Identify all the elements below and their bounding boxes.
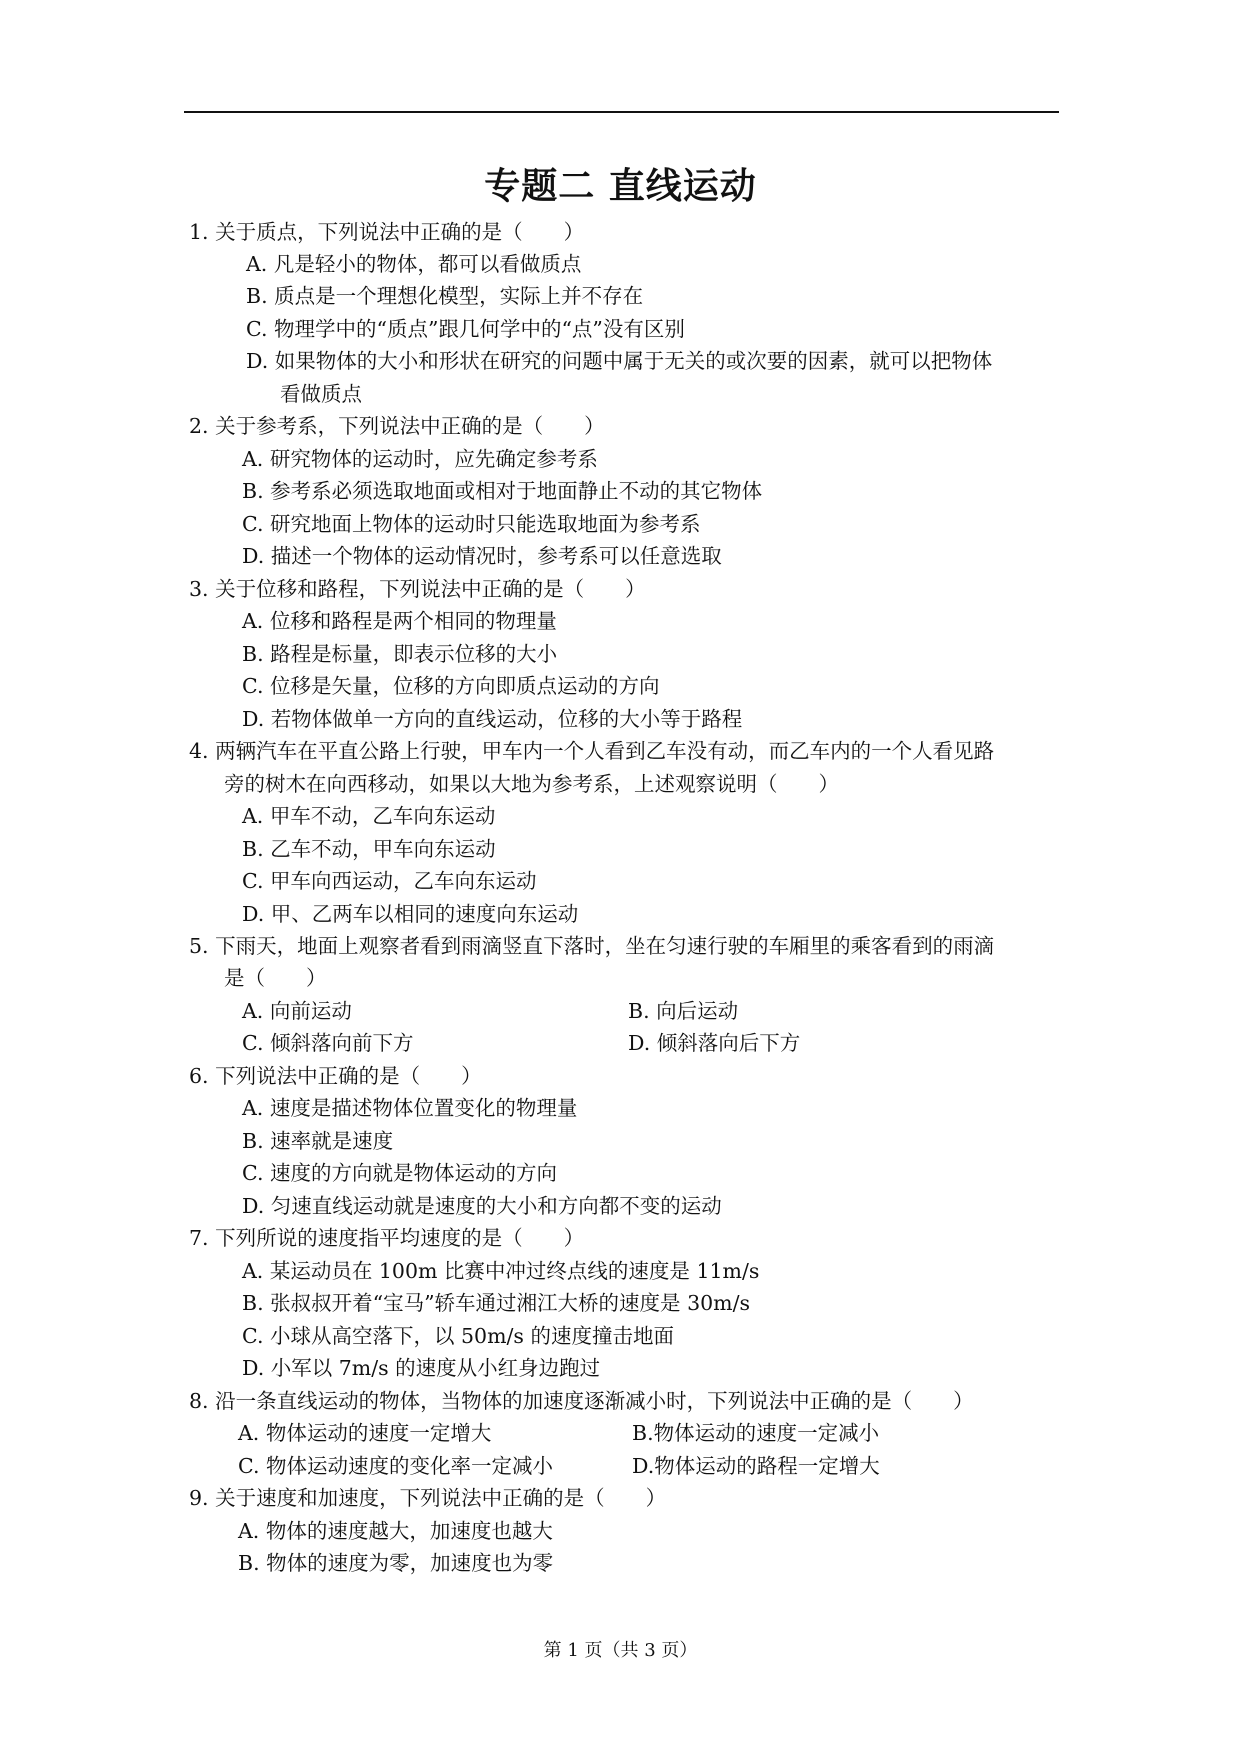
option-b: B. 速率就是速度 bbox=[242, 1129, 394, 1153]
option-b: B.物体运动的速度一定减小 bbox=[632, 1421, 880, 1445]
option-c: C. 物理学中的“质点”跟几何学中的“点”没有区别 bbox=[246, 317, 685, 341]
question-stem: 1. 关于质点，下列说法中正确的是（ ） bbox=[189, 220, 585, 244]
option-a: A. 物体运动的速度一定增大 bbox=[238, 1421, 492, 1445]
question-stem: 9. 关于速度和加速度，下列说法中正确的是（ ） bbox=[189, 1486, 667, 1510]
option-d-cont: 看做质点 bbox=[280, 382, 362, 406]
question-stem: 7. 下列所说的速度指平均速度的是（ ） bbox=[189, 1226, 585, 1250]
option-d: D. 描述一个物体的运动情况时，参考系可以任意选取 bbox=[242, 544, 722, 568]
option-a: A. 凡是轻小的物体，都可以看做质点 bbox=[246, 252, 582, 276]
question-stem: 4. 两辆汽车在平直公路上行驶，甲车内一个人看到乙车没有动，而乙车内的一个人看见路 bbox=[189, 739, 995, 763]
option-d: D. 如果物体的大小和形状在研究的问题中属于无关的或次要的因素，就可以把物体 bbox=[246, 349, 993, 373]
option-d: D. 甲、乙两车以相同的速度向东运动 bbox=[242, 902, 579, 926]
option-b: B. 物体的速度为零，加速度也为零 bbox=[238, 1551, 554, 1575]
header-rule bbox=[184, 111, 1059, 113]
question-stem: 8. 沿一条直线运动的物体，当物体的加速度逐渐减小时，下列说法中正确的是（ ） bbox=[189, 1389, 974, 1413]
option-a: A. 物体的速度越大，加速度也越大 bbox=[238, 1519, 553, 1543]
question-stem-cont: 旁的树木在向西移动，如果以大地为参考系，上述观察说明（ ） bbox=[224, 772, 839, 796]
option-a: A. 甲车不动，乙车向东运动 bbox=[242, 804, 496, 828]
option-d: D.物体运动的路程一定增大 bbox=[632, 1454, 880, 1478]
option-a: A. 向前运动 bbox=[242, 999, 352, 1023]
option-c: C. 甲车向西运动，乙车向东运动 bbox=[242, 869, 537, 893]
option-b: B. 向后运动 bbox=[628, 999, 739, 1023]
option-a: A. 速度是描述物体位置变化的物理量 bbox=[242, 1096, 578, 1120]
option-c: C. 研究地面上物体的运动时只能选取地面为参考系 bbox=[242, 512, 701, 536]
option-a: A. 位移和路程是两个相同的物理量 bbox=[242, 609, 557, 633]
option-c: C. 速度的方向就是物体运动的方向 bbox=[242, 1161, 557, 1185]
option-c: C. 物体运动速度的变化率一定减小 bbox=[238, 1454, 553, 1478]
option-b: B. 张叔叔开着“宝马”轿车通过湘江大桥的速度是 30m/s bbox=[242, 1291, 751, 1315]
option-c: C. 倾斜落向前下方 bbox=[242, 1031, 414, 1055]
page-title: 专题二 直线运动 bbox=[484, 166, 757, 207]
option-c: C. 小球从高空落下，以 50m/s 的速度撞击地面 bbox=[242, 1324, 674, 1348]
question-stem: 3. 关于位移和路程，下列说法中正确的是（ ） bbox=[189, 577, 646, 601]
option-c: C. 位移是矢量，位移的方向即质点运动的方向 bbox=[242, 674, 660, 698]
option-d: D. 匀速直线运动就是速度的大小和方向都不变的运动 bbox=[242, 1194, 722, 1218]
question-stem: 2. 关于参考系，下列说法中正确的是（ ） bbox=[189, 414, 605, 438]
question-stem-cont: 是（ ） bbox=[224, 966, 327, 990]
option-a: A. 某运动员在 100m 比赛中冲过终点线的速度是 11m/s bbox=[242, 1259, 760, 1283]
question-stem: 5. 下雨天，地面上观察者看到雨滴竖直下落时，坐在匀速行驶的车厢里的乘客看到的雨滴 bbox=[189, 934, 995, 958]
option-d: D. 倾斜落向后下方 bbox=[628, 1031, 801, 1055]
option-a: A. 研究物体的运动时，应先确定参考系 bbox=[242, 447, 598, 471]
option-d: D. 小军以 7m/s 的速度从小红身边跑过 bbox=[242, 1356, 601, 1380]
option-b: B. 路程是标量，即表示位移的大小 bbox=[242, 642, 558, 666]
option-b: B. 质点是一个理想化模型，实际上并不存在 bbox=[246, 284, 644, 308]
option-b: B. 参考系必须选取地面或相对于地面静止不动的其它物体 bbox=[242, 479, 763, 503]
question-stem: 6. 下列说法中正确的是（ ） bbox=[189, 1064, 482, 1088]
option-b: B. 乙车不动，甲车向东运动 bbox=[242, 837, 496, 861]
page-footer: 第 1 页（共 3 页） bbox=[543, 1640, 698, 1661]
option-d: D. 若物体做单一方向的直线运动，位移的大小等于路程 bbox=[242, 707, 743, 731]
